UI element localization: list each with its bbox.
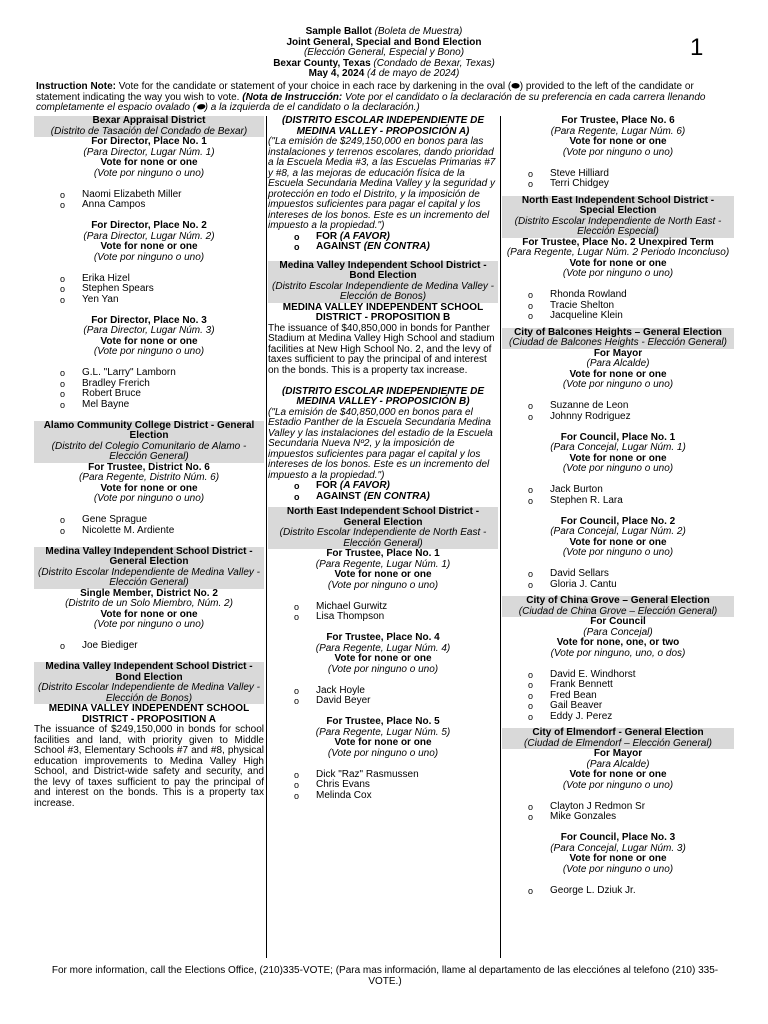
candidate-option[interactable] xyxy=(502,169,734,180)
race-title: Single Member, District No. 2 xyxy=(80,587,218,599)
oval-icon[interactable]: o xyxy=(528,179,534,189)
oval-icon[interactable]: o xyxy=(294,242,300,252)
oval-icon[interactable]: o xyxy=(528,411,534,422)
oval-icon[interactable]: o xyxy=(528,168,534,179)
candidate-option[interactable] xyxy=(34,200,264,211)
candidate-option[interactable] xyxy=(502,311,734,322)
candidate-option[interactable] xyxy=(502,580,734,591)
section-header-bexar: Bexar Appraisal District (Distrito de Tasación del Condado de Bexar) xyxy=(34,116,264,137)
candidate-name: Frank Bennett xyxy=(550,679,613,690)
vote-instruction: Vote for none or one xyxy=(100,482,198,494)
vote-instruction-es: (Vote por ninguno o uno) xyxy=(93,251,205,263)
vote-instruction-es: (Vote por ninguno o uno) xyxy=(93,619,205,630)
candidate-name: Anna Campos xyxy=(82,199,146,210)
candidate-option[interactable] xyxy=(34,379,264,390)
oval-icon[interactable]: o xyxy=(528,569,534,579)
oval-icon[interactable]: o xyxy=(60,525,66,536)
vote-instruction: Vote for none or one xyxy=(100,241,198,252)
oval-icon[interactable]: o xyxy=(528,495,534,506)
candidate-name: George L. Dziuk Jr. xyxy=(550,884,636,896)
race-balcones-council-2 xyxy=(502,517,734,591)
proposition-a-against-option[interactable]: o AGAINST (EN CONTRA) xyxy=(294,241,430,252)
oval-icon[interactable]: o xyxy=(60,273,66,284)
race-mvisd-single-member-2 xyxy=(34,589,264,652)
race-title-es: (Para Regente, Lugar Núm. 1) xyxy=(315,558,451,570)
candidate-option[interactable] xyxy=(502,812,734,823)
proposition-b-title: MEDINA VALLEY INDEPENDENT SCHOOL DISTRICT - PROPOSITION B xyxy=(282,301,484,323)
page-number: 1 xyxy=(690,34,704,61)
section-header-neisd-general: North East Independent School District - General Election (Distrito Escolar Independiente de North East - Elección General) xyxy=(268,507,498,549)
race-title-es: (Distrito de un Solo Miembro, Núm. 2) xyxy=(65,598,233,609)
candidate-name: Michael Gurwitz xyxy=(316,600,388,612)
vote-instruction-es: (Vote por ninguno o uno) xyxy=(93,346,205,357)
vote-instruction: Vote for none or one xyxy=(569,257,667,269)
candidate-name: Clayton J Redmon Sr xyxy=(550,800,646,812)
vote-instruction: Vote for none or one xyxy=(334,653,432,664)
candidate-name: Terri Chidgey xyxy=(550,178,609,189)
vote-instruction: Vote for none or one xyxy=(569,452,667,464)
vote-instruction-es: (Vote por ninguno o uno) xyxy=(327,747,439,759)
proposition-b-text: The issuance of $40,850,000 in bonds for Panther Stadium at Medina Valley High School and stadium facilities at New High School No. 2, and the levy of taxes sufficient to pay the principal of and interest on the bonds. This is a property tax increase. xyxy=(268,322,495,376)
race-heading xyxy=(34,589,264,631)
race-heading xyxy=(502,116,734,158)
race-heading xyxy=(268,717,498,759)
candidate-option[interactable] xyxy=(502,569,734,580)
election-title-es: (Elección General, Especial y Bono) xyxy=(303,47,465,58)
candidate-name: Rhonda Rowland xyxy=(550,289,627,300)
candidate-name: Jack Burton xyxy=(550,484,603,495)
vote-instruction-es: (Vote por ninguno o uno) xyxy=(562,779,674,791)
vote-instruction-es: (Vote por ninguno o uno) xyxy=(562,268,674,279)
vote-instruction-es: (Vote por ninguno o uno) xyxy=(327,663,439,675)
race-title: For Trustee, Place No. 2 Unexpired Term xyxy=(522,236,714,248)
race-title-es: (Para Alcalde) xyxy=(586,758,650,770)
candidate-name: Naomi Elizabeth Miller xyxy=(82,188,182,200)
oval-icon[interactable]: o xyxy=(528,300,534,311)
section-header-mvisd-bond: Medina Valley Independent School District - Bond Election (Distrito Escolar Independiente de Medina Valley - Elección de Bonos) xyxy=(34,662,264,704)
oval-icon[interactable]: o xyxy=(60,368,66,378)
candidate-name: Melinda Cox xyxy=(316,789,372,801)
candidate-name: Dick "Raz" Rasmussen xyxy=(316,768,419,780)
oval-icon[interactable]: o xyxy=(294,696,300,706)
race-neisd-trustee-6 xyxy=(502,116,734,190)
candidate-name: Jack Hoyle xyxy=(316,684,365,696)
race-title: For Trustee, Place No. 1 xyxy=(326,548,440,559)
race-neisd-trustee-2-unexpired xyxy=(502,238,734,322)
race-title: For Trustee, District No. 6 xyxy=(88,461,210,473)
candidate-name: Eddy J. Perez xyxy=(550,710,613,722)
candidate-option[interactable] xyxy=(268,686,498,697)
proposition-b-for-option[interactable]: o FOR (A FAVOR) xyxy=(294,480,390,491)
vote-instruction: Vote for none or one xyxy=(100,157,198,168)
candidate-name: Robert Bruce xyxy=(82,388,141,399)
vote-instruction: Vote for none or one xyxy=(569,853,667,864)
race-title: For Council xyxy=(590,616,646,627)
race-title: For Trustee, Place No. 4 xyxy=(326,632,440,643)
oval-icon[interactable]: o xyxy=(528,812,534,822)
race-heading xyxy=(502,833,734,875)
ballot-header xyxy=(0,27,768,80)
oval-icon[interactable]: o xyxy=(528,701,534,711)
candidate-option[interactable] xyxy=(502,802,734,813)
oval-icon[interactable]: o xyxy=(528,669,534,680)
column-divider-1 xyxy=(266,116,267,958)
race-title: For Council, Place No. 1 xyxy=(560,431,676,443)
race-title-es: (Para Regente, Distrito Núm. 6) xyxy=(78,472,220,483)
oval-icon[interactable]: o xyxy=(294,491,300,502)
race-title: For Trustee, Place No. 6 xyxy=(561,115,675,126)
oval-icon[interactable]: o xyxy=(528,311,534,321)
candidate-option[interactable] xyxy=(34,284,264,295)
race-heading xyxy=(268,633,498,675)
candidate-name: Nicolette M. Ardiente xyxy=(82,524,175,536)
candidate-name: Gail Beaver xyxy=(550,700,603,711)
candidate-name: Fred Bean xyxy=(550,689,597,701)
oval-icon[interactable]: o xyxy=(294,769,300,780)
vote-instruction: Vote for none or one xyxy=(569,769,667,780)
candidate-option[interactable] xyxy=(34,389,264,400)
candidate-option[interactable] xyxy=(34,641,264,652)
race-alamo-trustee-6 xyxy=(34,463,264,537)
candidate-name: Gene Sprague xyxy=(82,514,148,525)
section-header-neisd-special: North East Independent School District - Special Election (Distrito Escolar Independiente de North East - Elección Especial) xyxy=(502,196,734,238)
race-heading xyxy=(34,316,264,358)
oval-icon[interactable]: o xyxy=(294,790,300,801)
vote-instruction-es: (Vote por ninguno o uno) xyxy=(562,863,674,875)
race-title-es: (Para Director, Lugar Núm. 1) xyxy=(83,146,215,158)
vote-instruction: Vote for none or one xyxy=(100,608,198,620)
candidate-option[interactable] xyxy=(502,179,734,190)
ballot-column-3 xyxy=(502,116,734,958)
oval-icon[interactable]: o xyxy=(294,685,300,696)
candidate-name: Gloria J. Cantu xyxy=(550,578,617,590)
race-title-es: (Para Regente, Lugar Núm. 6) xyxy=(550,125,686,137)
vote-instruction: Vote for none or one xyxy=(334,737,432,748)
candidate-name: Tracie Shelton xyxy=(550,299,615,311)
vote-instruction-es: (Vote por ninguno o uno) xyxy=(327,579,439,591)
section-header-mvisd-general: Medina Valley Independent School District - General Election (Distrito Escolar Independiente de Medina Valley - Elección General) xyxy=(34,547,264,589)
oval-icon[interactable]: o xyxy=(528,801,534,812)
proposition-a-title: MEDINA VALLEY INDEPENDENT SCHOOL DISTRICT - PROPOSITION A xyxy=(48,703,250,725)
candidate-name: Suzanne de Leon xyxy=(550,400,629,411)
candidate-option[interactable] xyxy=(502,680,734,691)
oval-icon[interactable]: o xyxy=(528,579,534,590)
race-title: For Mayor xyxy=(593,347,643,359)
race-title-es: (Para Concejal) xyxy=(583,626,653,638)
candidate-name: Stephen Spears xyxy=(82,283,154,294)
candidate-option[interactable] xyxy=(268,696,498,707)
candidate-name: Stephen R. Lara xyxy=(550,494,623,506)
candidate-name: David Sellars xyxy=(550,568,609,579)
column-divider-2 xyxy=(500,116,501,958)
oval-icon[interactable]: o xyxy=(60,389,66,399)
oval-icon[interactable]: o xyxy=(294,231,300,242)
oval-icon[interactable]: o xyxy=(528,885,534,896)
race-bexar-director-2 xyxy=(34,221,264,305)
race-title-es: (Para Regente, Lugar Núm. 5) xyxy=(315,726,451,738)
proposition-a-text-es: ("La emisión de $249,150,000 en bonos para las instalaciones y terrenos escolares, dando prioridad a la Escuela Media #3, a las Escuelas Primarias #7 y #8, a las mejoras de educación física de la Escuela Secundaria Medina Valley y la seguridad y protección en todo el Distrito, y la imposición de impuestos suficientes para pagar el capital y los intereses de los bonos. Este es un incremento del impuesto a la propiedad.") xyxy=(268,136,496,231)
oval-icon[interactable]: o xyxy=(528,711,534,722)
candidate-name: Johnny Rodriguez xyxy=(550,410,631,422)
oval-icon[interactable]: o xyxy=(60,189,66,200)
race-title-es: (Para Concejal, Lugar Núm. 1) xyxy=(550,442,686,453)
vote-instruction-es: (Vote por ninguno o uno) xyxy=(562,463,674,474)
race-balcones-mayor xyxy=(502,349,734,423)
candidate-option[interactable] xyxy=(502,701,734,712)
vote-instruction-es: (Vote por ninguno o uno) xyxy=(93,493,205,504)
oval-icon[interactable]: o xyxy=(60,378,66,389)
race-neisd-trustee-1 xyxy=(268,549,498,623)
race-title-es: (Para Regente, Lugar Núm. 2 Periodo Inconcluso) xyxy=(506,247,730,258)
race-heading xyxy=(268,549,498,591)
vote-instruction-es: (Vote por ninguno o uno) xyxy=(562,379,674,390)
race-title: For Council, Place No. 2 xyxy=(560,515,676,527)
race-elmendorf-council-3 xyxy=(502,833,734,896)
candidate-name: Jacqueline Klein xyxy=(550,310,623,321)
section-header-alamo: Alamo Community College District - General Election (Distrito del Colegio Comunitario de Alamo - Elección General) xyxy=(34,421,264,463)
oval-icon[interactable]: o xyxy=(528,290,534,300)
race-title-es: (Para Regente, Lugar Núm. 4) xyxy=(315,642,451,654)
race-title: For Director, Place No. 3 xyxy=(91,314,207,326)
candidate-name: Steve Hilliard xyxy=(550,167,609,179)
race-heading xyxy=(34,463,264,505)
proposition-b-text-es: ("La emisión de $40,850,000 en bonos para el Estadio Panther de la Escuela Secundaria Medina Valley y las instalaciones del estadio de la Escuela Secundaria Nueva Nº2, y la imposición de impuestos suficientes para pagar el capital y los intereses de los bonos. Este es un incremento del impuesto a la propiedad.") xyxy=(268,406,493,481)
candidate-option[interactable] xyxy=(502,290,734,301)
race-bexar-director-1 xyxy=(34,137,264,211)
oval-icon[interactable]: o xyxy=(60,641,66,651)
candidate-option[interactable] xyxy=(502,412,734,423)
race-bexar-director-3 xyxy=(34,316,264,411)
oval-icon[interactable]: o xyxy=(294,612,300,622)
oval-icon[interactable]: o xyxy=(528,680,534,690)
race-title-es: (Para Concejal, Lugar Núm. 3) xyxy=(550,842,686,854)
race-title: For Trustee, Place No. 5 xyxy=(326,716,440,727)
candidate-name: David Beyer xyxy=(316,695,371,706)
candidate-option[interactable] xyxy=(34,190,264,201)
candidate-option[interactable] xyxy=(502,691,734,702)
candidate-option[interactable] xyxy=(34,400,264,411)
oval-icon[interactable]: o xyxy=(528,401,534,411)
footer-info: For more information, call the Elections Office, (210)335-VOTE; (Para mas información, llame al departamento de las elecciónes al telefono (210) 335-VOTE.) xyxy=(51,965,719,987)
candidate-option[interactable] xyxy=(268,612,498,623)
candidate-name: Joe Biediger xyxy=(82,640,138,651)
candidate-option[interactable] xyxy=(34,295,264,306)
proposition-a-for-option[interactable]: o FOR (A FAVOR) xyxy=(294,230,390,242)
candidate-option[interactable] xyxy=(502,670,734,681)
candidate-name: Mike Gonzales xyxy=(550,811,617,822)
race-title-es: (Para Concejal, Lugar Núm. 2) xyxy=(550,526,686,537)
oval-icon[interactable]: o xyxy=(528,690,534,701)
candidate-name: Lisa Thompson xyxy=(316,611,385,622)
race-heading xyxy=(502,349,734,391)
vote-instruction-es: (Vote por ninguno o uno) xyxy=(93,167,205,179)
race-heading xyxy=(34,137,264,179)
ballot-column-2 xyxy=(268,116,498,958)
section-header-balcones: City of Balcones Heights – General Election (Ciudad de Balcones Heights - Elección General) xyxy=(502,328,734,349)
candidate-name: Chris Evans xyxy=(316,779,370,790)
race-china-grove-council xyxy=(502,617,734,722)
oval-icon[interactable]: o xyxy=(294,481,300,491)
oval-icon[interactable]: o xyxy=(60,294,66,305)
candidate-name: Yen Yan xyxy=(82,293,119,305)
race-title: For Council, Place No. 3 xyxy=(560,832,676,843)
oval-icon[interactable]: o xyxy=(294,601,300,612)
race-balcones-council-1 xyxy=(502,433,734,507)
proposition-a-title-es: (DISTRITO ESCOLAR INDEPENDIENTE DE MEDINA VALLEY - PROPOSICIÓN A) xyxy=(281,115,485,137)
candidate-name: David E. Windhorst xyxy=(550,668,636,680)
proposition-b-title-es: (DISTRITO ESCOLAR INDEPENDIENTE DE MEDINA VALLEY - PROPOSICIÓN B) xyxy=(281,385,485,407)
vote-instruction: Vote for none or one xyxy=(569,368,667,380)
race-neisd-trustee-4 xyxy=(268,633,498,707)
vote-instruction-es: (Vote por ninguno o uno) xyxy=(562,146,674,158)
race-neisd-trustee-5 xyxy=(268,717,498,801)
oval-icon[interactable]: o xyxy=(528,485,534,495)
candidate-option[interactable] xyxy=(268,770,498,781)
vote-instruction-es: (Vote por ninguno, uno, o dos) xyxy=(550,647,686,659)
vote-instruction: Vote for none or one xyxy=(569,136,667,147)
race-heading xyxy=(34,221,264,263)
candidate-name: Mel Bayne xyxy=(82,398,130,410)
candidate-name: G.L. "Larry" Lamborn xyxy=(82,367,176,378)
candidate-option[interactable] xyxy=(502,886,734,897)
race-heading xyxy=(502,617,734,659)
oval-icon[interactable]: o xyxy=(60,399,66,410)
oval-icon[interactable]: o xyxy=(60,515,66,525)
vote-instruction: Vote for none or one xyxy=(569,536,667,548)
candidate-option[interactable] xyxy=(34,526,264,537)
oval-icon[interactable]: o xyxy=(60,284,66,294)
race-heading xyxy=(502,749,734,791)
race-title-es: (Para Director, Lugar Núm. 3) xyxy=(83,325,215,336)
section-header-mvisd-bond-b: Medina Valley Independent School District - Bond Election (Distrito Escolar Independiente de Medina Valley - Elección de Bonos) xyxy=(268,261,498,303)
county-line: Bexar County, Texas (Condado de Bexar, Texas) xyxy=(273,57,495,69)
candidate-option[interactable] xyxy=(268,791,498,802)
race-heading xyxy=(502,238,734,280)
candidate-option[interactable] xyxy=(268,780,498,791)
proposition-b-against-option[interactable]: o AGAINST (EN CONTRA) xyxy=(294,490,430,502)
race-elmendorf-mayor xyxy=(502,749,734,823)
instruction-note: Instruction Note: Vote for the candidate or statement of your choice in each race by darkening in the oval (⬬) provided to the left of the candidate or statement indicating the way you wish to vote. (Nota de Instrucción: Vote por el candidato o la declaración de su preferencia en cada carrera llenando completamente el espacio ovalado (⬬) a la izquierda de el candidato o la declaración.) xyxy=(36,81,706,113)
section-header-elmendorf: City of Elmendorf - General Election (Ciudad de Elmendorf – Elección General) xyxy=(502,728,734,749)
oval-icon[interactable]: o xyxy=(294,780,300,790)
race-title-es: (Para Director, Lugar Núm. 2) xyxy=(83,230,215,242)
header-line-1: Sample Ballot (Boleta de Muestra) xyxy=(305,26,463,37)
section-header-china-grove: City of China Grove – General Election (Ciudad de China Grove – Elección General) xyxy=(502,596,734,617)
candidate-name: Erika Hizel xyxy=(82,272,130,284)
race-title-es: (Para Alcalde) xyxy=(586,358,650,369)
vote-instruction: Vote for none or one xyxy=(100,335,198,347)
race-heading xyxy=(502,433,734,475)
date-line: May 4, 2024 (4 de mayo de 2024) xyxy=(308,68,460,79)
candidate-option[interactable] xyxy=(502,712,734,723)
vote-instruction-es: (Vote por ninguno o uno) xyxy=(562,547,674,558)
proposition-a-text: The issuance of $249,150,000 in bonds for school facilities and land, with priority given to Middle School #3, Elementary Schools #7 and #8, physical education improvements to Medina Valley High School, and District-wide safety and security, and the levy of taxes sufficient to pay the principal of and interest on the bonds. This is a property tax increase. xyxy=(34,724,264,809)
vote-instruction: Vote for none, one, or two xyxy=(556,637,680,648)
race-heading xyxy=(502,517,734,559)
race-title: For Mayor xyxy=(593,748,643,759)
race-title: For Director, Place No. 1 xyxy=(91,136,207,147)
ballot-column-1 xyxy=(34,116,264,958)
race-title: For Director, Place No. 2 xyxy=(91,220,207,231)
vote-instruction: Vote for none or one xyxy=(334,569,432,580)
election-title: Joint General, Special and Bond Election xyxy=(286,36,482,48)
candidate-option[interactable] xyxy=(502,496,734,507)
candidate-name: Bradley Frerich xyxy=(82,377,150,389)
oval-icon[interactable]: o xyxy=(60,200,66,210)
